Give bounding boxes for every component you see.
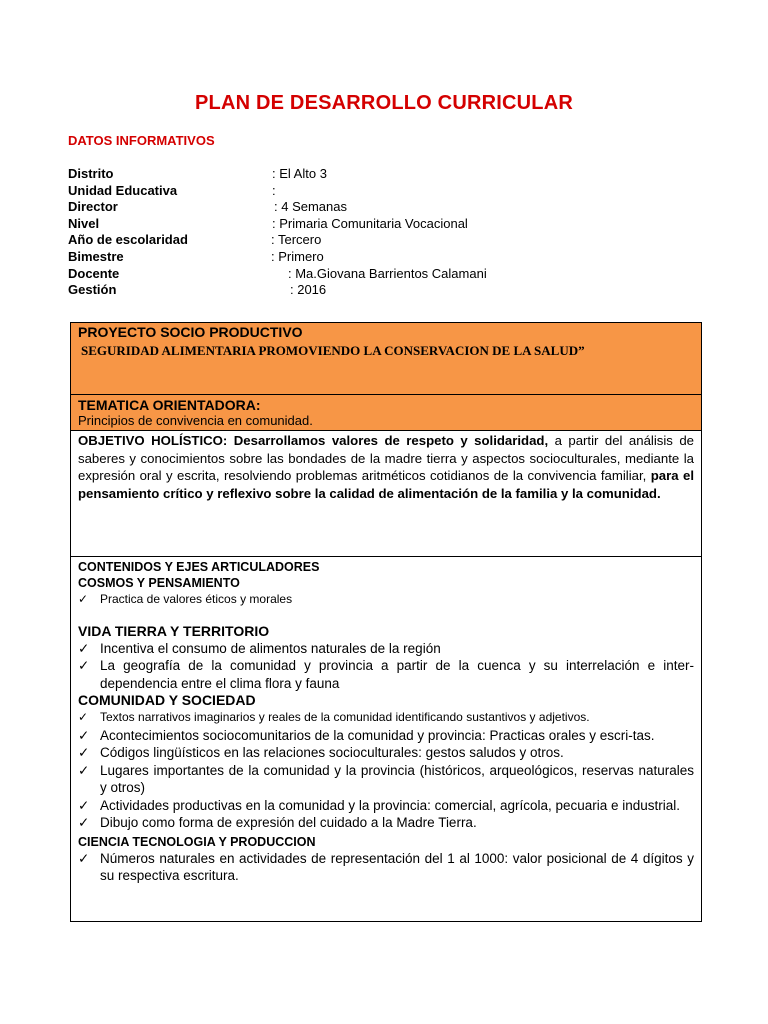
check-icon: ✓ <box>78 640 90 656</box>
contenidos-heading: CONTENIDOS Y EJES ARTICULADORES <box>78 560 320 574</box>
list-item: ✓ La geografía de la comunidad y provincia a partir de la cuenca y su interrelación e inter-dependencia entre el clima flora y fauna <box>78 658 694 691</box>
check-icon: ✓ <box>78 745 90 760</box>
info-label: Director <box>68 199 118 215</box>
check-icon: ✓ <box>78 797 90 813</box>
check-icon: ✓ <box>78 727 90 743</box>
tematica-heading: TEMATICA ORIENTADORA: <box>78 397 261 413</box>
contenidos-cell <box>71 557 701 921</box>
tematica-cell <box>71 395 701 431</box>
ciencia-heading: CIENCIA TECNOLOGIA Y PRODUCCION <box>78 834 316 849</box>
info-value: : Tercero <box>271 232 322 248</box>
list-item: ✓ Textos narrativos imaginarios y reales de la comunidad identificando sustantivos y adjetivos. <box>78 709 694 727</box>
check-icon: ✓ <box>78 762 90 778</box>
cosmos-heading: COSMOS Y PENSAMIENTO <box>78 576 240 590</box>
objetivo-body: a partir del análisis de saberes y conocimientos sobre las bondades de la madre tierra y aspectos socioculturales, mediante la expresión oral y escrita, resolviendo problemas aritméticos cotidianos de la convivencia familiar, <box>78 433 694 483</box>
info-row-director <box>68 199 668 216</box>
list-item: ✓ Números naturales en actividades de representación del 1 al 1000: valor posicional de 4 dígitos y su respectiva escritura. <box>78 850 694 883</box>
info-value: : Primaria Comunitaria Vocacional <box>272 215 468 231</box>
list-item: ✓ Códigos lingüísticos en las relaciones socioculturales: gestos saludos y otros. <box>78 745 564 760</box>
info-row-gestion <box>68 282 668 299</box>
curriculum-table <box>70 322 702 922</box>
check-icon: ✓ <box>78 815 90 830</box>
info-row-distrito <box>68 166 668 183</box>
check-icon: ✓ <box>78 710 89 724</box>
proyecto-cell <box>71 323 701 395</box>
list-item: ✓ Actividades productivas en la comunidad y la provincia: comercial, agrícola, pecuaria e industrial. <box>78 797 681 813</box>
info-label: Docente <box>68 265 120 281</box>
info-value: : <box>272 182 276 198</box>
list-item: ✓ Incentiva el consumo de alimentos naturales de la región <box>78 640 441 656</box>
objetivo-bold-1: OBJETIVO HOLÍSTICO: Desarrollamos valores de respeto y solidaridad, <box>78 433 549 448</box>
objetivo-bold-2: para el pensamiento crítico y reflexivo sobre la calidad de alimentación de la familia y la comunidad. <box>78 468 694 501</box>
info-row-unidad <box>68 183 668 200</box>
info-row-bimestre <box>68 249 668 266</box>
list-item: ✓ Acontecimientos sociocomunitarios de la comunidad y provincia: Practicas orales y escri-tas. <box>78 727 655 743</box>
info-value: : Primero <box>271 248 324 264</box>
info-value: : 4 Semanas <box>274 199 347 215</box>
list-item: ✓ Dibujo como forma de expresión del cuidado a la Madre Tierra. <box>78 815 477 830</box>
proyecto-text: SEGURIDAD ALIMENTARIA PROMOVIENDO LA CONSERVACION DE LA SALUD” <box>81 343 585 358</box>
info-label: Gestión <box>68 282 117 298</box>
info-label: Unidad Educativa <box>68 182 178 198</box>
list-item: ✓ Lugares importantes de la comunidad y la provincia (históricos, arqueológicos, reservas naturales y otros) <box>78 762 694 795</box>
page-title: PLAN DE DESARROLLO CURRICULAR <box>194 92 574 114</box>
check-icon: ✓ <box>78 592 89 606</box>
vida-heading: VIDA TIERRA Y TERRITORIO <box>78 622 270 639</box>
info-value: : El Alto 3 <box>272 166 327 181</box>
comunidad-heading: COMUNIDAD Y SOCIEDAD <box>78 692 256 708</box>
proyecto-heading: PROYECTO SOCIO PRODUCTIVO <box>78 324 303 340</box>
info-row-nivel <box>68 216 668 233</box>
objetivo-cell <box>71 431 701 557</box>
check-icon: ✓ <box>78 850 90 866</box>
info-block <box>68 166 668 299</box>
info-label: Año de escolaridad <box>68 232 188 248</box>
info-row-ano <box>68 232 668 249</box>
info-value: : Ma.Giovana Barrientos Calamani <box>288 265 487 281</box>
info-row-docente <box>68 266 668 283</box>
info-label: Distrito <box>68 166 114 181</box>
list-item: ✓ Practica de valores éticos y morales <box>78 591 694 609</box>
info-label: Bimestre <box>68 248 124 264</box>
tematica-text: Principios de convivencia en comunidad. <box>78 413 313 428</box>
check-icon: ✓ <box>78 658 90 673</box>
datos-heading: DATOS INFORMATIVOS <box>68 133 215 148</box>
info-label: Nivel <box>68 215 100 231</box>
objetivo-text <box>78 432 694 502</box>
info-value: : 2016 <box>290 282 327 298</box>
